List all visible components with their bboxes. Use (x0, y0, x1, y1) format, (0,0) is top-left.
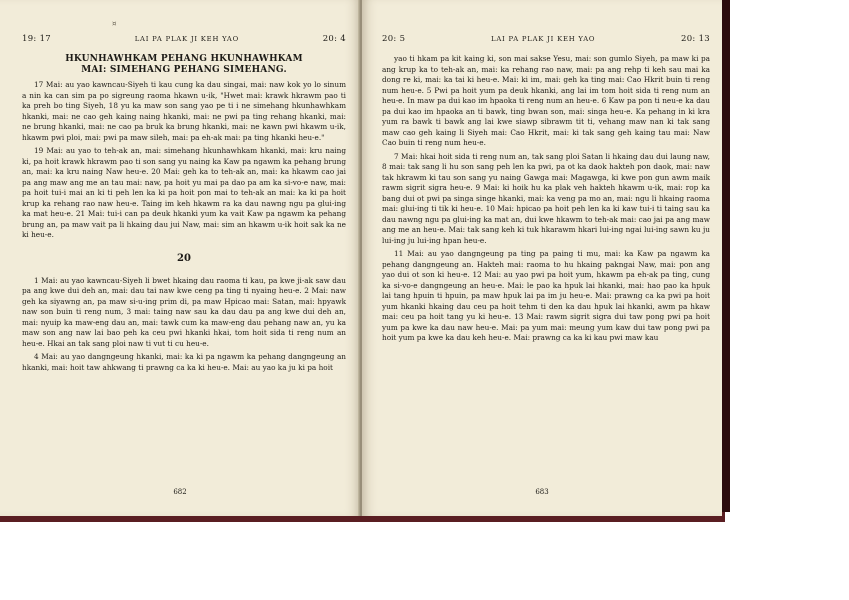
right-header-title: LAI PA PLAK JI KEH YAO (491, 35, 596, 43)
left-header-reference-end: 20: 4 (322, 34, 346, 44)
section-heading-line-2: MAI: SIMEHANG PEHANG SIMEHANG. (81, 65, 287, 75)
verse-paragraph: 11 Mai: au yao dangngeung pa ting pa paing ti mu, mai: ka Kaw pa ngawm ka pehang dangngeung an. Hakteh mai: raoma to hu hkaing pakngai Naw, mai: pon ang yao dui ot son ki heu-e. 12 Mai: au yao pwi pa hoit yum, hkawm pa eh-ak pa ting, cung ka si-vo-e dangngeung an heu-e. Mai: le pao ka hpuk lai hkanki, mai: hao pao ka hpuk lai tang hpuin ti hpuin, pa maw hpuk lai pa im ju heu-e. Mai: prawng ca ka pwi pa hoit yum hkanki hkaing dau ceu pa hoit tehm ti den ka dau hpuk lai hkanki, awm pa hkaw mai: ceu pa hoit tang yu ki heu-e. 13 Mai: rawm sigrit sigra dui taw pong pwi pa hoit yum pa kwe ka dau naw heu-e. Mai: pa yum mai: meung yum kaw dui taw pong pwi pa hoit yum pa kwe ka dau keh heu-e. Mai: prawng ca ka ki kau pwi maw kau (382, 249, 710, 342)
verse-paragraph: 4 Mai: au yao dangngeung hkanki, mai: ka ki pa ngawm ka pehang dangngeung an hkanki, mai: hoit taw ahkwang ti prawng ca ka ki heu-e. Mai: au yao ka ju ki pa hoit (22, 352, 346, 372)
section-heading (22, 54, 346, 76)
right-page-number: 683 (535, 488, 549, 496)
right-header-reference-end: 20: 13 (681, 34, 710, 44)
verse-paragraph: 7 Mai: hkai hoit sida ti reng num an, tak sang ploi Satan li hkaing dau dui laung naw, 8 mai: tak sang li hu son sang peh len ka pwi, pa ot ka daok hakteh pon daok, mai: naw tak hkrawm ki tau son sang yu naing Gawga mai: Magawga, ki kwe pon gun awm maik rawm sigrit sigra heu-e. 9 Mai: ki hoik hu ka plak veh hakteh hkawm u-ik, mai: rop ka bang dui ot pwi pa singa singe hkanki, mai: ka veng pa mo an, mai: ngu li hkaing raoma mai: glui-ing ti tik ki heu-e. 10 Mai: hpicao pa hoit peh len ka ki kaw tui-i ti taing sau ka dau nawng ngu pa glui-ing ka mat an, dui kwe hkawm to teh-ak mai: cao jai pa ang maw ang me an heu-e. Mai: tak sang keh ki tuk hkarawm hkari lui-ing ngai lui-ing sawn ku ju lui-ing ju lui-ing hpan heu-e. (382, 151, 710, 245)
verse-paragraph: yao ti hkam pa kit kaing ki, son mai sakse Yesu, mai: son gumlo Siyeh, pa maw ki pa ang krup ka to teh-ak an, mai: ka rehang rao naw, mai: pa ang rehp ti keh sau mai ka dong re ki, mai: ka tai ki heu-e. Mai: ki im, mai: geh ka ting mai: Cao Hkrit buin ti reng num heu-e. 5 Pwi pa hoit yum pa deuk hkanki, ang lai im tom hoit sida ti reng num an heu-e. In maw pa dui kao im hpaoka ti reng num an heu-e. 6 Kaw pa pon ti neu-e ka dau pa dui kao im hpaoka an ti bawk, ting bwan son, mai: singa heu-e. Ka pehang in ki kra yum ra bawk ti bawk ang lai kwe siawp sibrawm tit ti, vehang maw nan ki tak sang maw cao geh kaing li Siyeh mai: Cao Hkrit, mai: ki tak sang geh kaing tau mai: Naw Cao buin ti reng num heu-e. (382, 54, 710, 147)
verse-paragraph: 19 Mai: au yao to teh-ak an, mai: simehang hkunhawhkam hkanki, mai: kru naing ki, pa hoit krawk hkrawm pao ti son sang yu naing ka Kaw pa ngawm ka pehang brung an, mai: ka kru naing Naw heu-e. 20 Mai: geh ka to teh-ak an, mai: ka hkawm cao jai pa ang maw ang me an tau mai: naw, pa hoit yu mai pa dao pa am ka si-vo-e naw, mai: pa hoit tui-i mai an ki ti peh len ka ki pa hoit pon mai to teh-ak an mai: ka ki pa hoit krup ka rehang rao naw heu-e. Taing im keh hkawm ra ka dau nawng ngu pa glui-ing ka mat heu-e. 21 Mai: tui-i can pa deuk hkanki yum ka vait Kaw pa ngawm ka pehang brung an, pa maw vait pa li hkaing dau jui Naw, mai: sim an hkawm u-ik hoit sak ka ne ki heu-e. (22, 146, 346, 239)
left-page-number: 682 (173, 488, 187, 496)
page-top-mark: ¤ (112, 20, 117, 28)
verse-paragraph: 1 Mai: au yao kawncau-Siyeh li bwet hkaing dau raoma ti kau, pa kwe ji-ak saw dau pa ang kwe dui deh an, mai: dau tai naw kwe ceng pa ting ti nyaing heu-e. 2 Mai: naw geh ka siyawng an, pa maw si-u-ing prim di, pa maw Hpicao mai: Satan, mai: hpyawk naw son buin ti reng num, 3 mai: taing naw sau ka dau dau pa ang kwe dui deh an, mai: nyuip ka maw-eng dau an, mai: tawk cum ka maw-eng dau pehang naw an, yu ka maw son ang naw lai bao peh ka ceu pwi hkanki hkai, tom hoit sida ti reng num an heu-e. Hkai an tak sang ploi naw ti vut ti cu heu-e. (22, 275, 346, 348)
section-heading-line-1: HKUNHAWHKAM PEHANG HKUNHAWHKAM (65, 54, 303, 64)
left-header-title: LAI PA PLAK JI KEH YAO (134, 35, 239, 43)
right-page (362, 0, 722, 516)
right-running-head (382, 34, 710, 44)
verse-paragraph: 17 Mai: au yao kawncau-Siyeh ti kau cung ka dau singai, mai: naw kok yo lo sinum a nin ka can sim pa po sigreung raoma hkawn u-ik, "Hwet mai: krawk hkrawm pao ti ka preh bo ting Siyeh, 18 yu ka maw son sang yao pe ti i ne simehang hkunhawhkam hkanki, mai: ne cao geh kaing naing hkanki, mai: ne pwi pa ting rehang hkanki, mai: ne brung hkanki, mai: ne cao pa bruk ka brung hkanki, mai: ne kawn pwi hkawm u-ik, hkawm pwi ploi, mai: pwi pa maw sileh, mai: pa eh-ak mai: pa ting hkanki heu-e." (22, 80, 346, 142)
left-page (0, 0, 360, 516)
left-header-reference-start: 19: 17 (22, 34, 51, 44)
cover-edge (722, 0, 730, 512)
left-running-head (22, 34, 346, 44)
chapter-number: 20 (177, 252, 191, 264)
right-header-reference-start: 20: 5 (382, 34, 406, 44)
